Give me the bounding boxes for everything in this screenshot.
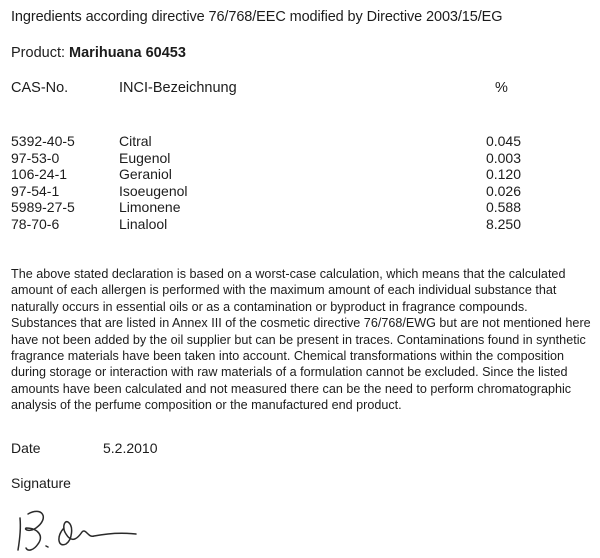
date-label: Date	[11, 440, 41, 456]
table-row	[11, 150, 521, 167]
inci-name: Geraniol	[119, 166, 172, 183]
cas-number: 106-24-1	[11, 166, 68, 183]
ingredient-table	[11, 133, 521, 233]
percent-value: 0.026	[485, 182, 521, 199]
header-inci: INCI-Bezeichnung	[119, 80, 237, 96]
product-label: Product:	[11, 45, 65, 61]
inci-name: Isoeugenol	[119, 182, 188, 199]
handwritten-signature	[8, 478, 158, 556]
table-row	[11, 216, 521, 233]
percent-value: 0.588	[485, 199, 521, 216]
signature-label: Signature	[11, 475, 71, 491]
inci-name: Citral	[119, 133, 152, 149]
cas-number: 5392-40-5	[11, 133, 75, 149]
inci-name: Linalool	[119, 215, 168, 232]
header-percent: %	[495, 80, 508, 96]
table-row	[11, 183, 521, 200]
cas-number: 97-53-0	[11, 149, 60, 166]
percent-value: 0.120	[485, 166, 521, 183]
table-row	[11, 166, 521, 183]
header-cas-no: CAS-No.	[11, 80, 69, 96]
document-heading: Ingredients according directive 76/768/EEC modified by Directive 2003/15/EG	[11, 9, 503, 25]
product-line	[11, 45, 186, 61]
cas-number: 78-70-6	[11, 215, 60, 232]
product-name: Marihuana 60453	[69, 45, 186, 61]
table-row	[11, 199, 521, 216]
date-value: 5.2.2010	[103, 440, 158, 456]
cas-number: 97-54-1	[11, 182, 60, 199]
declaration-paragraph: The above stated declaration is based on a worst-case calculation, which means that the calculated amount of each allergen is performed with the maximum amount of each individual substance that naturally occurs in essential oils or as a contamination or byproduct in fragrance compounds. Substances that are listed in Annex III of the cosmetic directive 76/768/EWG but are not mentioned here have not been added by the oil supplier but can be present in traces. Contaminations found in synthetic fragrance materials have been taken into account. Chemical transformations within the composition during storage or interaction with raw materials of a formulation cannot be excluded. Since the listed amounts have been calculated and not measured there can be the need to perform chromatographic analysis of the perfume composition or the manufactured end product.	[11, 267, 591, 413]
percent-value: 0.003	[485, 149, 521, 166]
inci-name: Limonene	[119, 199, 181, 216]
percent-value: 0.045	[485, 133, 521, 149]
percent-value: 8.250	[485, 215, 521, 232]
cas-number: 5989-27-5	[11, 199, 75, 216]
inci-name: Eugenol	[119, 149, 171, 166]
table-row	[11, 133, 521, 150]
